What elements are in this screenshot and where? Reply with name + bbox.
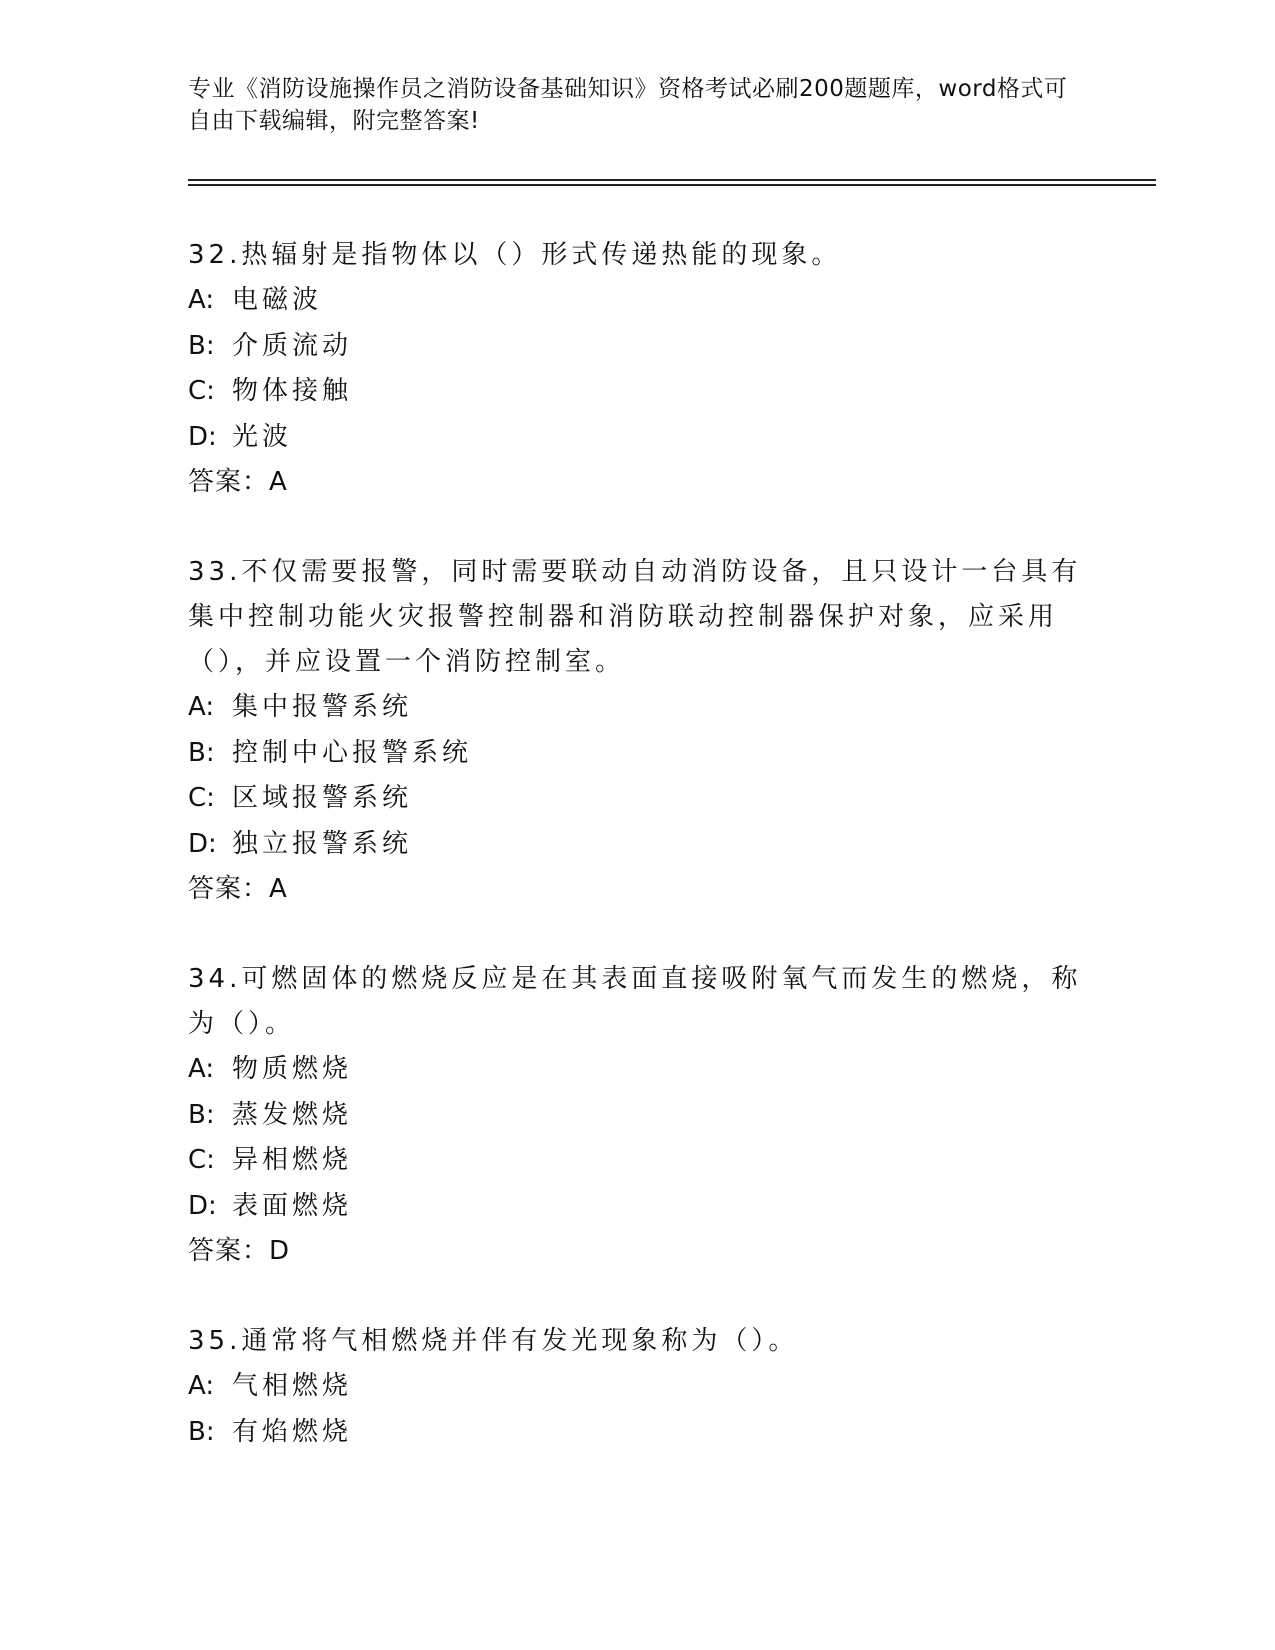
option-text: 物体接触 [232, 376, 353, 406]
document-header: 专业《消防设施操作员之消防设备基础知识》资格考试必刷200题题库，word格式可自由下载编辑，附完整答案! [188, 76, 1068, 134]
question-stem: 35.通常将气相燃烧并伴有发光现象称为（）。 [188, 1326, 799, 1356]
option-letter: D: [188, 828, 217, 859]
option-letter: C: [188, 783, 215, 813]
option-text: 表面燃烧 [232, 1190, 353, 1221]
option-letter: C: [188, 1145, 215, 1175]
option-b [188, 324, 1088, 370]
option-c [188, 776, 1088, 822]
option-text: 独立报警系统 [232, 828, 413, 859]
option-d [188, 1184, 1088, 1230]
option-letter: A: [188, 1054, 215, 1084]
question-stem: 34.可燃固体的燃烧反应是在其表面直接吸附氧气而发生的燃烧，称为（）。 [188, 964, 1082, 1039]
option-b [188, 731, 1088, 777]
option-letter: B: [188, 1099, 215, 1130]
option-b [188, 1093, 1088, 1139]
option-c [188, 369, 1088, 415]
option-letter: C: [188, 376, 215, 406]
question-35 [188, 1319, 1088, 1455]
option-d [188, 415, 1088, 461]
option-text: 有焰燃烧 [232, 1416, 353, 1447]
option-text: 蒸发燃烧 [232, 1099, 353, 1130]
option-letter: B: [188, 737, 215, 768]
option-text: 气相燃烧 [232, 1371, 353, 1401]
question-list [188, 233, 1088, 1500]
option-a [188, 1047, 1088, 1093]
option-a [188, 685, 1088, 731]
option-text: 区域报警系统 [232, 783, 413, 813]
option-letter: A: [188, 1371, 215, 1401]
option-letter: D: [188, 421, 217, 452]
option-letter: A: [188, 692, 215, 722]
option-text: 异相燃烧 [232, 1145, 353, 1175]
option-a [188, 278, 1088, 324]
option-letter: B: [188, 1416, 215, 1447]
option-text: 集中报警系统 [232, 692, 413, 722]
option-a [188, 1364, 1088, 1410]
option-b [188, 1410, 1088, 1456]
option-letter: A: [188, 285, 215, 315]
option-d [188, 822, 1088, 868]
answer-line: 答案：A [188, 467, 288, 497]
question-34 [188, 957, 1088, 1274]
header-divider [188, 179, 1156, 186]
answer-line: 答案：D [188, 1236, 291, 1266]
option-text: 光波 [232, 421, 293, 452]
question-stem: 32.热辐射是指物体以（）形式传递热能的现象。 [188, 240, 842, 270]
answer-line: 答案：A [188, 874, 288, 904]
option-text: 物质燃烧 [232, 1054, 353, 1084]
question-stem: 33.不仅需要报警，同时需要联动自动消防设备，且只设计一台具有集中控制功能火灾报警控制器和消防联动控制器保护对象，应采用（），并应设置一个消防控制室。 [188, 557, 1082, 677]
option-letter: D: [188, 1190, 217, 1221]
question-33 [188, 550, 1088, 912]
option-text: 控制中心报警系统 [232, 737, 473, 768]
option-text: 介质流动 [232, 330, 353, 361]
option-c [188, 1138, 1088, 1184]
option-letter: B: [188, 330, 215, 361]
question-32 [188, 233, 1088, 505]
option-text: 电磁波 [232, 285, 323, 315]
